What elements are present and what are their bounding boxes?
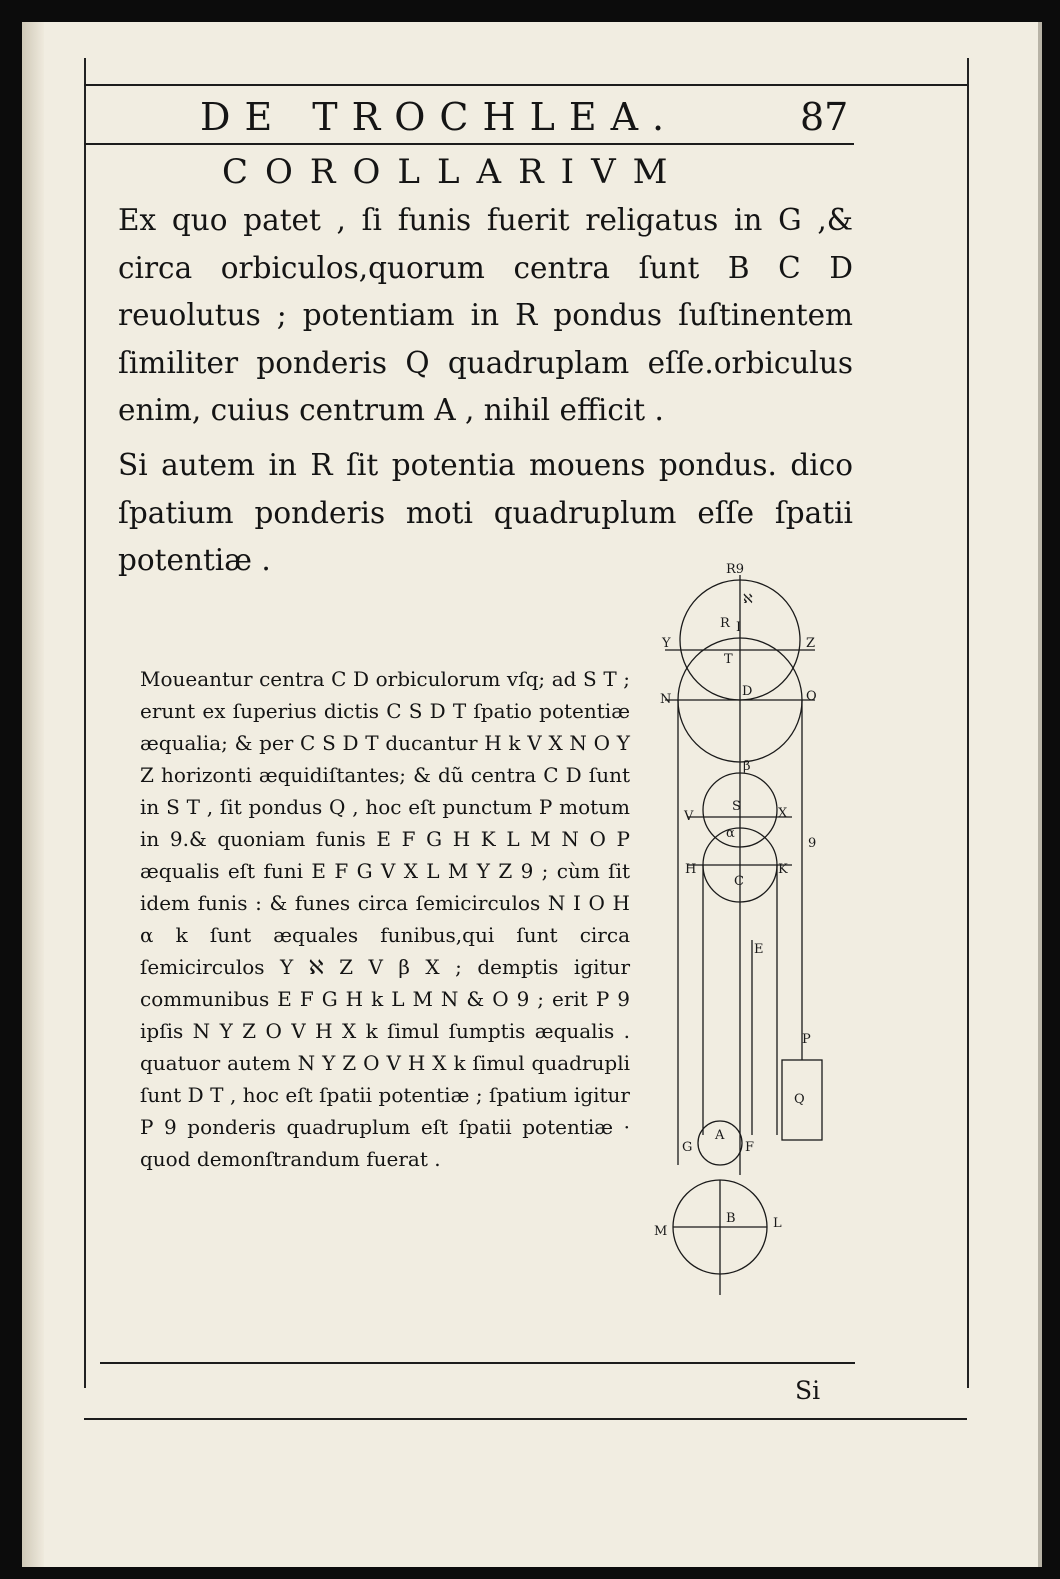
corollary-text-block bbox=[118, 197, 853, 435]
page-gutter bbox=[22, 22, 44, 1567]
label-beta: β bbox=[743, 759, 751, 774]
catchword: Si bbox=[795, 1376, 821, 1405]
label-d: D bbox=[742, 684, 753, 699]
label-i: I bbox=[736, 620, 742, 635]
header-rule bbox=[84, 143, 854, 145]
label-o: O bbox=[806, 689, 817, 704]
label-v: V bbox=[684, 809, 694, 824]
footer-rule bbox=[84, 1418, 967, 1420]
label-x: X bbox=[778, 806, 788, 821]
label-e: E bbox=[754, 942, 764, 957]
label-aleph-top: ℵ bbox=[743, 592, 753, 607]
label-b: B bbox=[726, 1211, 736, 1226]
label-z: Z bbox=[806, 636, 816, 651]
label-p: P bbox=[802, 1032, 811, 1047]
proof-text: Moueantur centra C D orbiculorum vſq; ad S T ; erunt ex ſuperius dictis C S D T ſpatio potentiæ æqualia; & per C S D T ducantur H k V X N O Y Z horizonti æquidiſtantes; & dũ centra C D ſunt in S T , ſit pondus Q , hoc eſt punctum P motum in 9.& quoniam funis E F G H K L M N O P æqualis eſt funi E F G V X L M Y Z 9 ; cùm ſit idem funis : & funes circa ſemicirculos N I O H α k ſunt æquales funibus,qui ſunt circa ſemicirculos Y ℵ Z V β X ; demptis igitur communibus E F G H k L M N & O 9 ; erit P 9 ipſis N Y Z O V H X k ſimul ſumptis æqualis . quatuor autem N Y Z O V H X k ſimul quadrupli ſunt D T , hoc eſt ſpatii potentiæ ; ſpatium igitur P 9 ponderis quadruplum eſt ſpatii potentiæ · quod demonſtrandum fuerat . bbox=[140, 667, 630, 1171]
label-r: R bbox=[720, 616, 730, 631]
label-m: M bbox=[654, 1224, 668, 1239]
running-title: DE TROCHLEA. bbox=[200, 95, 679, 139]
label-k: K bbox=[778, 862, 788, 877]
top-rule bbox=[84, 84, 967, 86]
label-f: F bbox=[745, 1140, 755, 1155]
label-a: A bbox=[715, 1128, 725, 1143]
bottom-rule bbox=[100, 1362, 855, 1364]
label-t: T bbox=[724, 652, 733, 667]
corollary-text: Ex quo patet , ſi funis fuerit religatus in G ,& circa orbiculos,quorum centra ſunt B C D reuolutus ; potentiam in R pondus ſuſtinentem ſimiliter ponderis Q quadruplam eſſe.orbiculus enim, cuius centrum A , nihil efficit . bbox=[118, 203, 853, 427]
pulley-diagram bbox=[640, 555, 840, 1315]
proof-block bbox=[140, 663, 630, 1175]
label-y: Y bbox=[662, 636, 671, 651]
label-h: H bbox=[685, 862, 697, 877]
label-alpha: α bbox=[726, 826, 735, 841]
label-g: G bbox=[682, 1140, 693, 1155]
label-s: S bbox=[732, 799, 741, 814]
corollary-heading: COROLLARIVM bbox=[222, 152, 685, 192]
proposition-text: Si autem in R ſit potentia mouens pondus. dico ſpatium ponderis moti quadruplum eſſe ſpatii potentiæ . bbox=[118, 448, 853, 577]
label-q: Q bbox=[794, 1092, 805, 1107]
page-number: 87 bbox=[800, 95, 849, 139]
label-r9: R9 bbox=[726, 562, 745, 577]
label-nine: 9 bbox=[808, 836, 817, 851]
label-n: N bbox=[660, 692, 672, 707]
label-c: C bbox=[734, 874, 744, 889]
label-l: L bbox=[773, 1216, 782, 1231]
